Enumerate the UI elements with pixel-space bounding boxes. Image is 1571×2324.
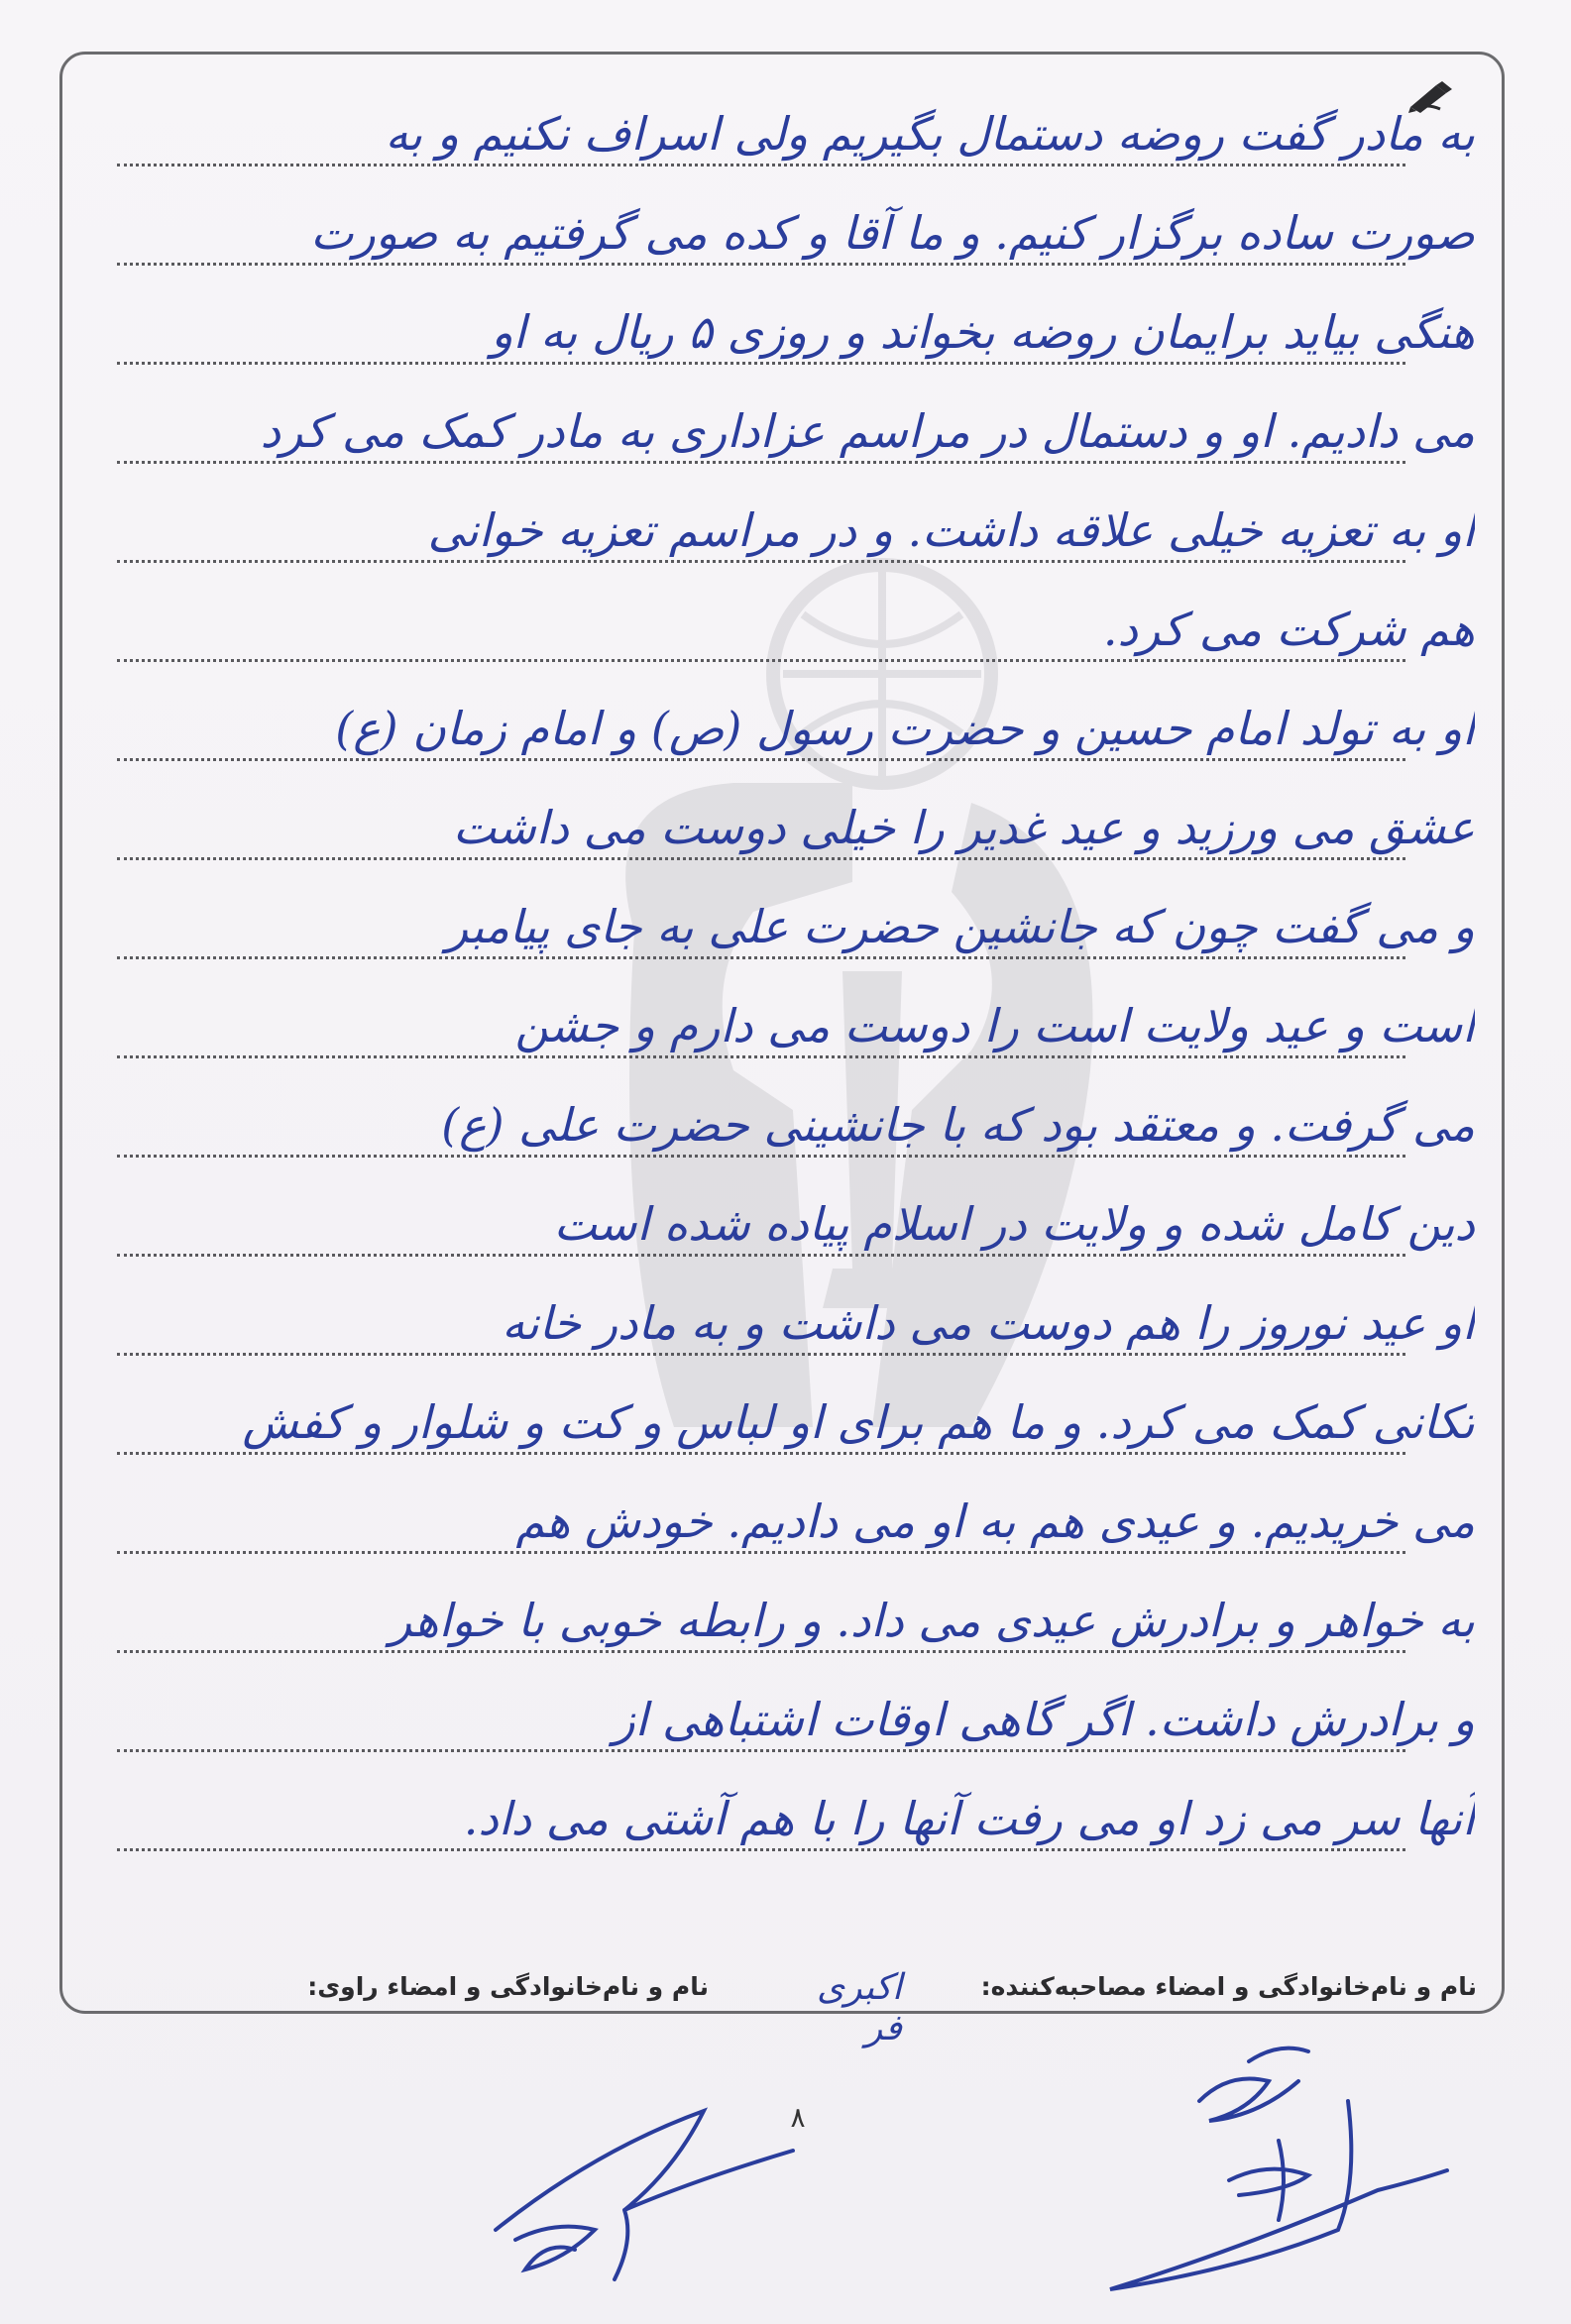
page-number: ۸ [790,2101,806,2134]
handwritten-line: تکانی کمک می کرد. و ما هم برای او لباس و کت و شلوار و کفش [242,1395,1475,1449]
interviewer-name: اکبری فر [816,1967,902,2048]
handwritten-lines [117,107,1475,1913]
handwritten-line: هنگی بیاید برایمان روضه بخواند و روزی ۵ ریال به او [491,305,1475,359]
handwritten-line: می دادیم. او و دستمال در مراسم عزاداری به مادر کمک می کرد [260,404,1475,458]
signature-left [476,2091,813,2289]
handwritten-line: و می گفت چون که جانشین حضرت علی به جای پیامبر [445,900,1475,953]
handwritten-line: او به تعزیه خیلی علاقه داشت. و در مراسم تعزیه خوانی [427,503,1475,557]
handwritten-line: او به تولد امام حسین و حضرت رسول (ص) و امام زمان (ع) [335,702,1475,755]
handwritten-line: و برادرش داشت. اگر گاهی اوقات اشتباهی از [613,1693,1475,1746]
handwritten-line: است و عید ولایت است را دوست می دارم و جشن [514,999,1475,1052]
interviewer-label: نام و نام‌خانوادگی و امضاء مصاحبه‌کننده: [980,1972,1477,2001]
handwritten-line: او عید نوروز را هم دوست می داشت و به مادر خانه [502,1296,1475,1350]
handwritten-line: هم شرکت می کرد. [1102,603,1475,656]
handwritten-line: به خواهر و برادرش عیدی می داد. و رابطه خوبی با خواهر [390,1594,1475,1647]
handwritten-line: دین کامل شده و ولایت در اسلام پیاده شده است [553,1197,1475,1251]
signature-right [1080,2042,1457,2299]
handwritten-line: صورت ساده برگزار کنیم. و ما آقا و کده می گرفتیم به صورت [310,206,1475,260]
handwritten-line: آنها سر می زد او می رفت آنها را با هم آشتی می داد. [463,1792,1475,1845]
handwritten-line: می خریدیم. و عیدی هم به او می دادیم. خودش هم [515,1494,1475,1548]
handwritten-line: عشق می ورزید و عید غدیر را خیلی دوست می داشت [453,801,1475,854]
handwritten-line: به مادر گفت روضه دستمال بگیریم ولی اسراف نکنیم و به [385,107,1475,161]
narrator-label: نام و نام‌خانوادگی و امضاء راوی: [307,1972,709,2001]
footer-labels [69,1962,1502,2022]
handwritten-line: می گرفت. و معتقد بود که با جانشینی حضرت علی (ع) [441,1098,1475,1152]
